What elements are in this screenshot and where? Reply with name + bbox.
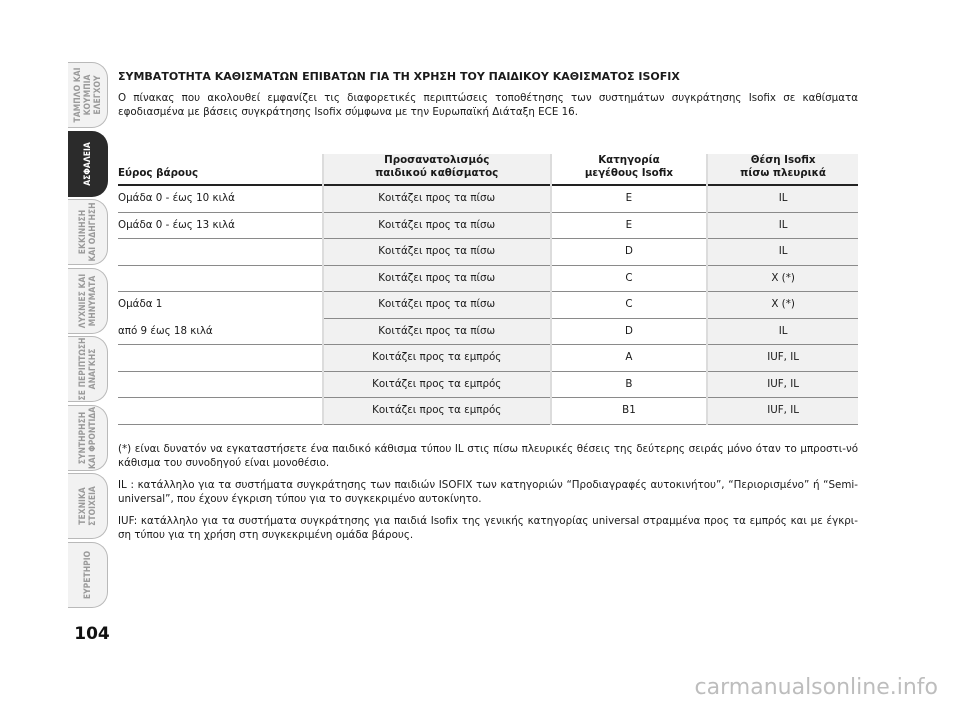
cell-size-class: A (625, 351, 633, 364)
chapter-tab[interactable] (68, 473, 108, 539)
chapter-tab-label: ΣΕ ΠΕΡΙΠΤΩΣΗ ΑΝΑΓΚΗΣ (77, 337, 98, 401)
chapter-tab-label: ΛΥΧΝΙΕΣ ΚΑΙ ΜΗΝΥΜΑΤΑ (77, 273, 98, 328)
cell-orientation: Κοιτάζει προς τα εμπρός (323, 371, 551, 398)
cell-isofix-position: IL (707, 318, 858, 345)
cell-orientation: Κοιτάζει προς τα πίσω (323, 239, 551, 266)
cell-weight-range: Ομάδα 0 - έως 10 κιλά (118, 192, 235, 205)
table-row (118, 212, 858, 239)
chapter-tab-label: ΣΥΝΤΗΡΗΣΗ ΚΑΙ ΦΡΟΝΤΙΔΑ (77, 406, 98, 469)
cell-size-class: B1 (622, 404, 636, 417)
isofix-compatibility-table (118, 154, 858, 425)
table-row (118, 318, 858, 345)
cell-size-class: C (551, 292, 708, 319)
header-orientation: Προσανατολισμός παιδικού καθίσματος (323, 154, 551, 185)
chapter-tab[interactable] (68, 542, 108, 608)
watermark: carmanualsonline.info (694, 675, 938, 700)
chapter-tab-label: ΕΚΚΙΝΗΣΗ ΚΑΙ ΟΔΗΓΗΣΗ (77, 202, 98, 262)
table-row (118, 185, 858, 212)
cell-size-class: D (624, 245, 633, 258)
footnote-il: IL : κατάλληλο για τα συστήματα συγκράτησης των παιδιών ISOFIX των κατηγοριών “Προδιαγραφές αυτοκινήτου”, “Περιορισμένο” ή “Semi-universal”, που έχουν έγκριση τύπου για το συγκεκριμένο αυτοκίνητο. (118, 479, 858, 505)
cell-isofix-position: IL (707, 212, 858, 239)
table-header-row (118, 154, 858, 185)
cell-orientation: Κοιτάζει προς τα πίσω (323, 318, 551, 345)
cell-weight-range: Ομάδα 1 (118, 298, 163, 311)
cell-weight-range (118, 345, 323, 372)
chapter-tab[interactable] (68, 336, 108, 402)
chapter-tab-label: ΑΣΦΑΛΕΙΑ (82, 141, 93, 186)
cell-weight-range: από 9 έως 18 κιλά (118, 324, 213, 337)
cell-orientation: Κοιτάζει προς τα εμπρός (323, 398, 551, 425)
header-size-class: Κατηγορία μεγέθους Isofix (584, 154, 674, 179)
table-row (118, 371, 858, 398)
footnote-iuf: IUF: κατάλληλο για τα συστήματα συγκράτησης για παιδιά Isofix της γενικής κατηγορίας universal στραμμένα προς τα εμπρός και με έγκρι-ση τύπου για τη χρήση στη συγκεκριμένη ομάδα βάρους. (118, 515, 858, 541)
chapter-tab-label: ΤΑΜΠΛΟ ΚΑΙ ΚΟΥΜΠΙΑ ΕΛΕΓΧΟΥ (72, 67, 103, 123)
cell-weight-range (118, 239, 323, 266)
cell-size-class: E (625, 192, 633, 205)
cell-isofix-position: IUF, IL (707, 398, 858, 425)
cell-weight-range (118, 371, 323, 398)
cell-isofix-position: IUF, IL (707, 371, 858, 398)
table-row (118, 265, 858, 292)
chapter-tab[interactable] (68, 405, 108, 471)
table-row (118, 345, 858, 372)
cell-orientation: Κοιτάζει προς τα εμπρός (323, 345, 551, 372)
chapter-tab[interactable] (68, 131, 108, 197)
table-row (118, 239, 858, 266)
cell-orientation: Κοιτάζει προς τα πίσω (323, 292, 551, 319)
chapter-tab-label: ΕΥΡΕΤΗΡΙΟ (82, 550, 93, 599)
intro-paragraph: Ο πίνακας που ακολουθεί εμφανίζει τις διαφορετικές περιπτώσεις τοποθέτησης των συστημάτων συγκράτησης Isofix σε καθίσματα εφοδιασμένα με βάσεις συγκράτησης Isofix σύμφωνα με την Ευρωπαϊκή Διάταξη ECE 16. (118, 92, 858, 118)
footnotes (118, 442, 858, 550)
cell-weight-range (118, 265, 323, 292)
chapter-tab[interactable] (68, 62, 108, 128)
cell-size-class: C (625, 271, 633, 284)
table-row (118, 292, 858, 319)
cell-size-class: E (625, 218, 633, 231)
cell-isofix-position: X (*) (707, 265, 858, 292)
table-row (118, 398, 858, 425)
cell-isofix-position: IUF, IL (707, 345, 858, 372)
chapter-tab[interactable] (68, 268, 108, 334)
cell-isofix-position: IL (707, 185, 858, 212)
cell-isofix-position: IL (707, 239, 858, 266)
cell-isofix-position: X (*) (707, 292, 858, 319)
cell-orientation: Κοιτάζει προς τα πίσω (323, 265, 551, 292)
cell-orientation: Κοιτάζει προς τα πίσω (323, 185, 551, 212)
page-content (118, 70, 858, 541)
section-heading: ΣΥΜΒΑΤΟΤΗΤΑ ΚΑΘΙΣΜΑΤΩΝ ΕΠΙΒΑΤΩΝ ΓΙΑ ΤΗ ΧΡΗΣΗ ΤΟΥ ΠΑΙΔΙΚΟΥ ΚΑΘΙΣΜΑΤΟΣ ISOFIX (118, 70, 680, 83)
chapter-tab-label: ΤΕΧΝΙΚΑ ΣΤΟΙΧΕΙΑ (77, 486, 98, 526)
cell-size-class: D (624, 324, 633, 337)
cell-size-class: B (625, 377, 633, 390)
header-isofix-position: Θέση Isofix πίσω πλευρικά (707, 154, 858, 185)
header-weight-range: Εύρος βάρους (118, 167, 199, 179)
chapter-tab[interactable] (68, 199, 108, 265)
cell-orientation: Κοιτάζει προς τα πίσω (323, 212, 551, 239)
footnote-asterisk: (*) είναι δυνατόν να εγκαταστήσετε ένα παιδικό κάθισμα τύπου IL στις πίσω πλευρικές θέσεις της δεύτερης σειράς μόνο όταν το μπροστι-νό κάθισμα του συνοδηγού είναι μονοθέσιο. (118, 443, 858, 469)
cell-weight-range: Ομάδα 0 - έως 13 κιλά (118, 218, 235, 231)
page-number: 104 (74, 624, 110, 644)
cell-weight-range (118, 398, 323, 425)
